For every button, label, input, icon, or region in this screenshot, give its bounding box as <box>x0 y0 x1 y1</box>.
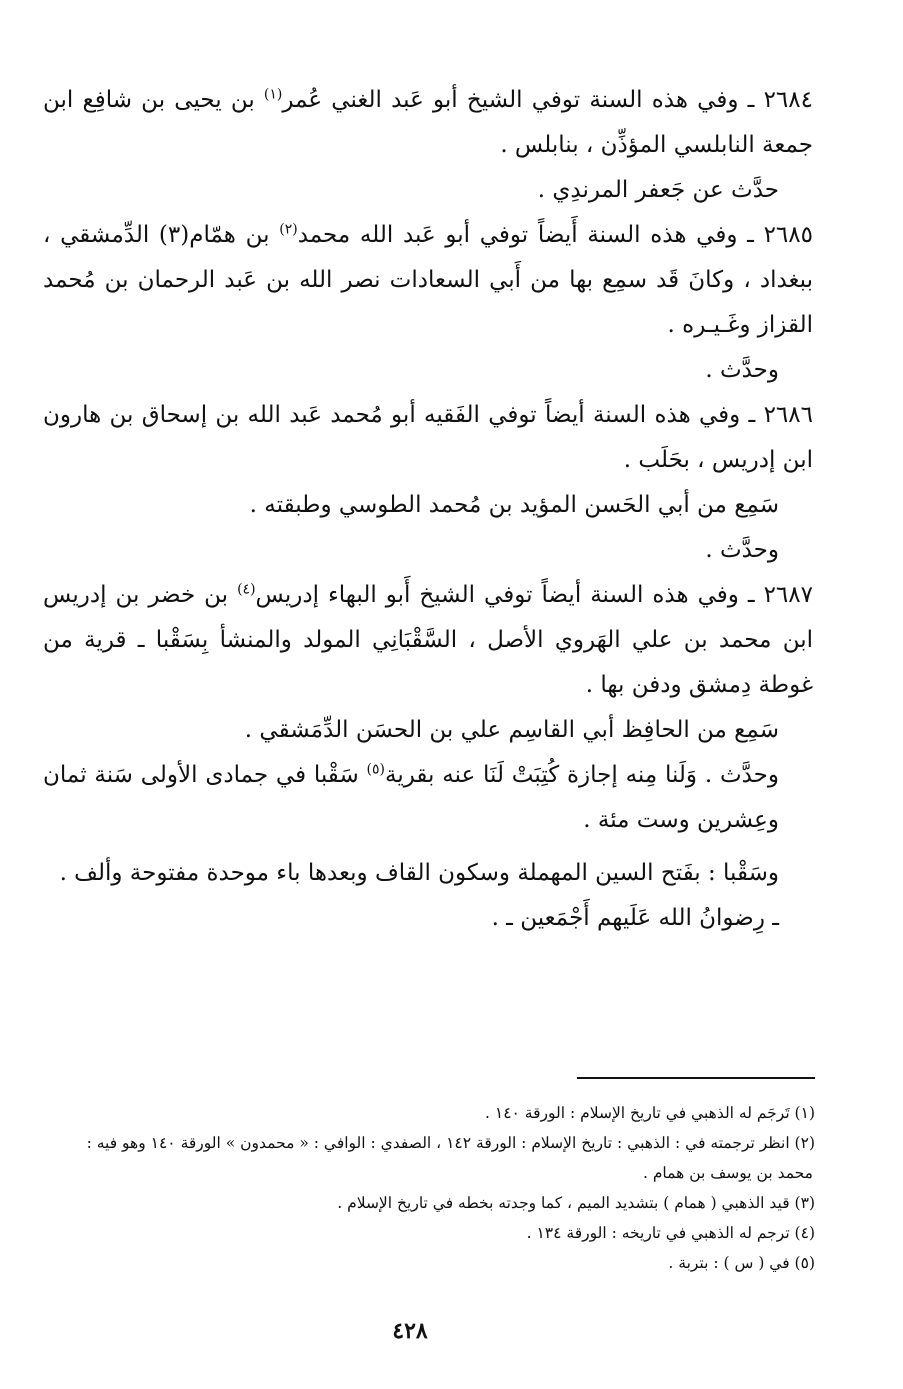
narration-line: وحدَّث . <box>705 357 779 383</box>
entry-text-tail: بن خضر بن إدريس ابن محمد بن علي الهَروي الأصل ، السَّقْبَانِي المولد والمنشأ بِسَقْبا ـ قرية من غوطة دِمشق ودفن بها . <box>43 582 813 698</box>
footnote-divider <box>577 1077 815 1079</box>
entry-text: ٢٦٨٥ ـ وفي هذه السنة أَيضاً توفي أبو عَبد الله محمد <box>297 222 813 248</box>
footnote-2: (٢) انظر ترجمته في : الذهبي : تاريخ الإسلام : الورقة ١٤٢ ، الصفدي : الوافي : « محمدون » الورقة ١٤٠ وهو فيه : <box>86 1134 815 1152</box>
place-note: وسَقْبا : بفَتح السين المهملة وسكون القاف وبعدها باء موحدة مفتوحة وألف . <box>59 860 779 886</box>
narration-line: حدَّث عن جَعفر المرندِي . <box>537 177 779 203</box>
footnote-1: (١) تَرجَم له الذهبي في تاريخ الإسلام : الورقة ١٤٠ . <box>485 1104 815 1122</box>
entry-2685 <box>43 213 813 348</box>
footnote-4: (٤) ترجم له الذهبي في تاريخه : الورقة ١٣٤ . <box>526 1224 815 1242</box>
footnote-ref: (٢) <box>279 221 298 238</box>
entry-text-tail: بن يحيى بن شافِع ابن جمعة النابلسي المؤذِّن ، بنابلس . <box>43 87 813 158</box>
page-number: ٤٢٨ <box>392 1318 428 1344</box>
narration-line: وحدَّث . <box>705 537 779 563</box>
footnote-5: (٥) في ( س ) : بتربة . <box>668 1254 815 1272</box>
footnote-2-continued: محمد بن يوسف بن همام . <box>642 1164 813 1182</box>
main-text <box>43 78 813 941</box>
narration-text: وحدَّث . وَلَنا مِنه إجازة كُتِبَتْ لَنَا عنه بقرية <box>384 762 779 788</box>
entry-2684 <box>43 78 813 168</box>
footnote-3: (٣) قيد الذهبي ( همام ) بتشديد الميم ، كما وجدته بخطه في تاريخ الإسلام . <box>337 1194 815 1212</box>
entry-text: ٢٦٨٧ ـ وفي هذه السنة أيضاً توفي الشيخ أَبو البهاء إدريس <box>255 582 813 608</box>
narration-line: سَمِع من الحافِظ أبي القاسِم علي بن الحسَن الدِّمَشقي . <box>244 717 779 743</box>
footnotes <box>45 1098 815 1278</box>
footnote-ref: (٤) <box>237 581 256 598</box>
entry-2686: ٢٦٨٦ ـ وفي هذه السنة أيضاً توفي الفَقيه أبو مُحمد عَبد الله بن إسحاق بن هارون ابن إدريس ، بحَلَب . <box>43 402 813 473</box>
closing-prayer: ـ رِضوانُ الله عَلَيهم أَجْمَعين ـ . <box>491 905 779 931</box>
narration-line: سَمِع من أبي الحَسن المؤيد بن مُحمد الطوسي وطبقته . <box>249 492 779 518</box>
entry-text: ٢٦٨٤ ـ وفي هذه السنة توفي الشيخ أبو عَبد الغني عُمر <box>282 87 813 113</box>
narration-line <box>43 753 813 843</box>
footnote-ref: (٥) <box>366 761 385 778</box>
footnote-ref: (١) <box>263 86 283 103</box>
narration-text-tail: سَقْبا في جمادى الأولى سَنة ثمان وعِشرين وست مئة . <box>43 762 779 833</box>
entry-text-tail: بن همّام(٣) الدِّمشقي ، ببغداد ، وكانَ قَد سمِع بها من أَبي السعادات نصر الله بن عَبد الرحمان بن مُحمد القزاز وغَـيـره . <box>43 222 813 338</box>
entry-2687 <box>43 573 813 708</box>
